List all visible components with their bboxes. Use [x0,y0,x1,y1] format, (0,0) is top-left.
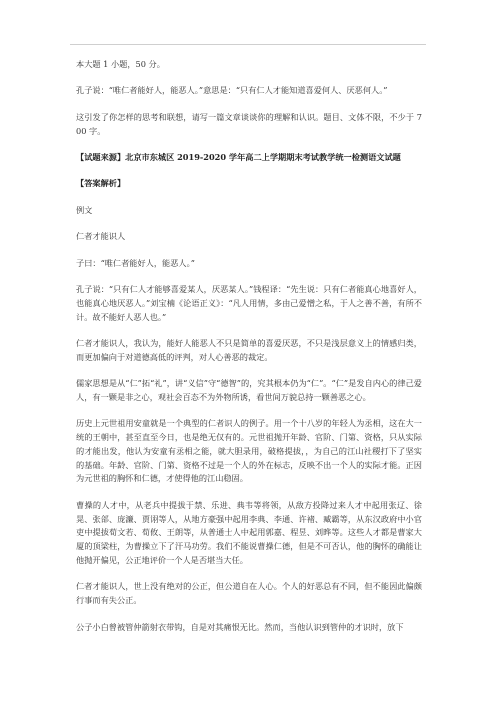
essay-paragraph: 孔子说：“只有仁人才能够喜爱某人，厌恶某人。”钱程译：“先生说：只有仁者能真心地喜好人，也能真心地厌恶人。”刘宝楠《论语正义》：“凡人用情，多由己爱憎之私，于人之善不善，有所不计。故不能好人恶人也。” [76,283,422,322]
essay-paragraph: 历史上元世祖用安童就是一个典型的仁者识人的例子。用一个十八岁的年轻人为丞相，这在大一统的王朝中，甚至直至今日，也是绝无仅有的。元世祖抛开年龄、官阶、门第、资格，只从实际的才能出发，他认为安童有丞相之能，就大胆录用，破格提拔，，为自己的江山社稷打下了坚实的基础。年龄、官阶、门第、资格不过是一个人的外在标志，反映不出一个人的实际才能。正因为元世祖的胸怀和仁德，才使得他的江山稳固。 [76,418,422,484]
question-prompt: 这引发了你怎样的思考和联想，请写一篇文章谈谈你的理解和认识。题目、文体不限，不少于 700 字。 [76,111,422,136]
essay-paragraph: 儒家思想是从“仁”拓“礼”，讲“义信”守“德智”的，究其根本仍为“仁”。“仁”是发自内心的律己爱人，有一颗是非之心，观社会百态不为外物所诱，看世间万貌总持一颗善恶之心。 [76,378,422,402]
essay-paragraph: 曹操的人才中，从老兵中提拔于禁、乐进、典韦等将领，从敌方投降过来人才中起用张辽、徐晃、张郃、庞濂、贾诩等人，从地方豪强中起用李典、李通、许褚、臧霸等，从东汉政府中小官吏中提拔荀文若、荀攸、王朗等，从普通士人中起用郭嘉、程昱、刘晔等。这些人才都是曹家大厦的顶梁柱，为曹操立下了汗马功劳。我们不能说曹操仁德，但是不可否认，他的胸怀的确能让他抛开偏见，公正地评价一个人是否堪当大任。 [76,499,422,566]
essay-paragraph: 仁者才能识人，我认为，能好人能恶人不只是简单的喜爱厌恶，不只是浅层意义上的情感归类，而更加偏向于对道德高低的评判，对人心善恶的裁定。 [76,337,422,362]
sample-essay-label: 例文 [76,204,93,215]
question-quote: 孔子说：“唯仁者能好人，能恶人。”意思是：“只有仁人才能知道喜爱何人、厌恶何人。” [76,85,388,96]
question-source: 【试题来源】北京市东城区 2019-2020 学年高二上学期期末考试教学统一检测语文试题 [76,151,401,162]
document-body [76,58,422,634]
essay-paragraph: 子曰：“唯仁者能好人，能恶人。” [76,257,195,268]
essay-paragraph: 仁者才能识人，世上没有绝对的公正，但公道自在人心。个人的好恶总有不同，但不能因此偏颇行事而有失公正。 [76,581,422,606]
essay-title: 仁者才能识人 [76,231,126,242]
header-rule [70,44,426,45]
answer-analysis-heading: 【答案解析】 [76,178,126,189]
essay-paragraph: 公子小白曾被管仲箭射衣带钩，自是对其痛恨无比。然而，当他认识到管仲的才识时，放下 [76,621,404,632]
question-score-line: 本大题 1 小题，50 分。 [76,59,165,69]
